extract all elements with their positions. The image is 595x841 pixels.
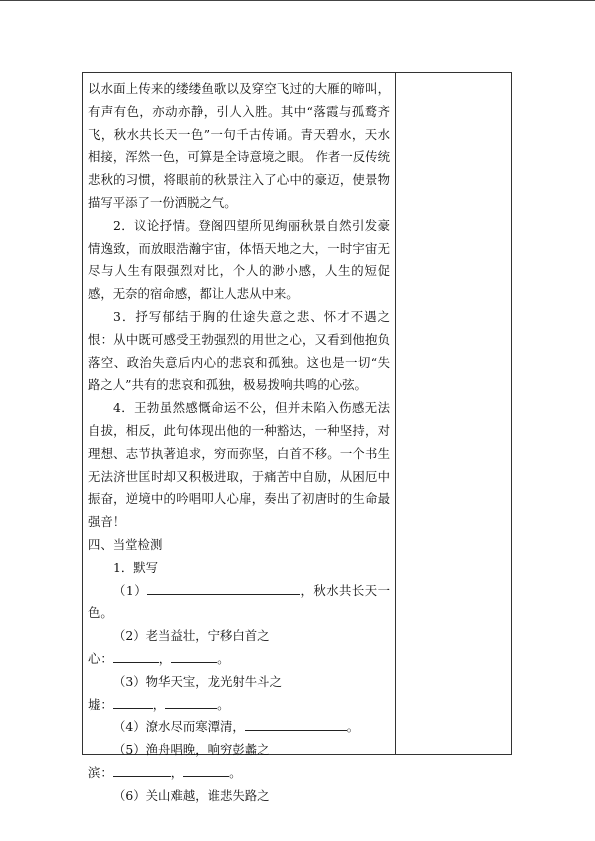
answer-blank[interactable] <box>165 696 217 709</box>
analysis-paragraph: 以水面上传来的缕缕鱼歌以及穿空飞过的大雁的啼叫，有声有色，亦动亦静，引人入胜。其中“落霞与孤鹜齐飞，秋水共长天一色”一句千古传诵。青天碧水，天水相接，浑然一色，可算是全诗意境之眼。 作者一反传统悲秋的习惯，将眼前的秋景注入了心中的豪迈，使景物描写平添了一份洒脱之气。 <box>88 81 390 210</box>
question-text: 心： <box>88 650 113 666</box>
analysis-paragraph: 2．议论抒情。登阁四望所见绚丽秋景自然引发豪情逸致，而放眼浩瀚宇宙，体悟天地之大，一时宇宙无尽与人生有限强烈对比，个人的渺小感，人生的短促感，无奈的宿命感，都让人悲从中来。 <box>88 217 390 302</box>
fill-question-5-prompt: （5）渔舟唱晚，响穷彭蠡之 <box>113 742 270 758</box>
fill-question-5-answer: 滨： ， 。 <box>88 764 242 780</box>
answer-blank[interactable] <box>183 764 229 777</box>
left-cell-content <box>88 78 390 808</box>
fill-question-2-answer: 心： ， 。 <box>88 650 230 666</box>
fill-question-2-prompt: （2）老当益壮，宁移白首之 <box>113 628 270 644</box>
fill-question-3-prompt: （3）物华天宝，龙光射牛斗之 <box>113 673 282 689</box>
fill-question-4: （4）潦水尽而寒潭清， 。 <box>113 719 360 735</box>
answer-blank[interactable] <box>245 718 347 731</box>
column-divider <box>395 73 396 754</box>
fill-question-6-prompt: （6）关山难越，谁悲失路之 <box>113 787 270 803</box>
question-text: 墟： <box>88 696 113 712</box>
answer-blank[interactable] <box>113 764 171 777</box>
question-text: ，秋水共长天一色。 <box>88 582 390 621</box>
answer-blank[interactable] <box>147 582 300 595</box>
fill-question-3-answer: 墟： ， 。 <box>88 696 230 712</box>
analysis-paragraph: 3．抒写郁结于胸的仕途失意之悲、怀才不遇之恨：从中既可感受王勃强烈的用世之心，又看到他抱负落空、政治失意后内心的悲哀和孤独。这也是一切“失路之人”共有的悲哀和孤独，极易拨响共鸣的心弦。 <box>88 308 390 393</box>
answer-blank[interactable] <box>113 650 159 663</box>
analysis-paragraph: 4．王勃虽然感慨命运不公，但并未陷入伤感无法自拔，相反，此句体现出他的一种豁达，一种坚持，对理想、志节执著追求，穷而弥坚，白首不移。一个书生无法济世匡时却又积极进取，于痛苦中自励，从困厄中振奋，逆境中的吟唱叩人心扉，奏出了初唐时的生命最强音！ <box>88 400 390 530</box>
question-number: （1） <box>113 582 148 598</box>
page-top-rule <box>0 0 595 1</box>
question-text: 滨： <box>88 764 113 780</box>
answer-blank[interactable] <box>171 650 217 663</box>
question-text: （4）潦水尽而寒潭清， <box>113 719 245 735</box>
worksheet-table <box>82 72 512 803</box>
section-heading: 四、当堂检测 <box>88 536 163 552</box>
subsection-heading: 1．默写 <box>113 559 159 575</box>
answer-blank[interactable] <box>113 696 153 709</box>
fill-question-1 <box>88 580 390 626</box>
